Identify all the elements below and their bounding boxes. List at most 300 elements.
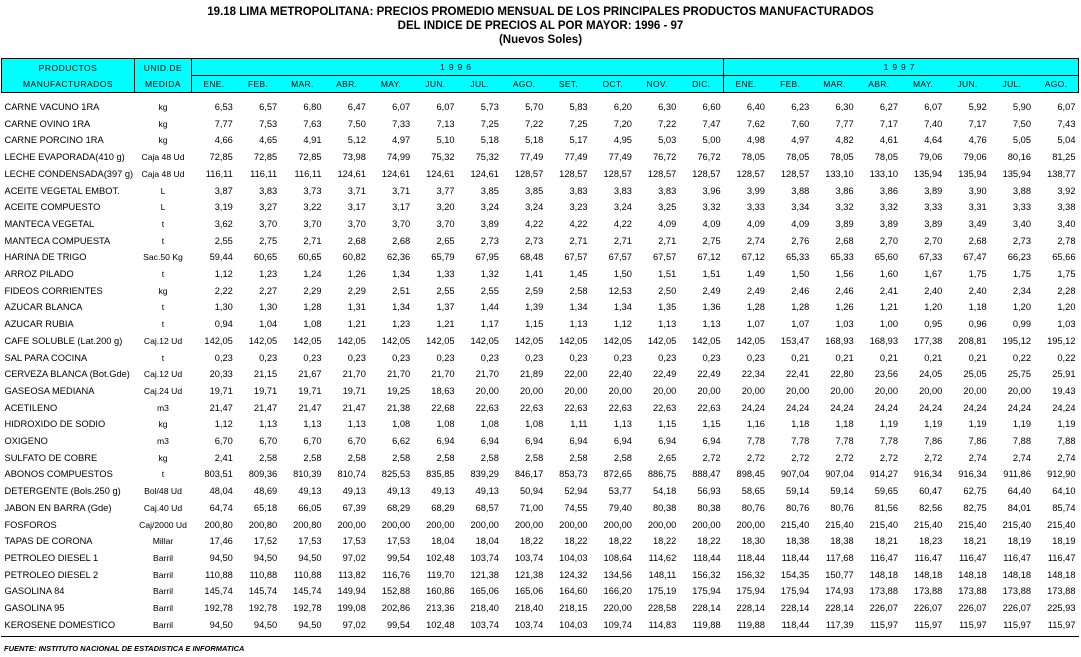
table-row bbox=[2, 366, 1079, 383]
price-cell: 5,17 bbox=[569, 135, 588, 146]
price-cell: 2,46 bbox=[835, 285, 854, 296]
price-cell: 59,65 bbox=[874, 486, 898, 497]
price-cell: 72,85 bbox=[298, 152, 322, 163]
unit-of-measure: Sac.50 Kg bbox=[143, 252, 183, 263]
price-cell: 3,89 bbox=[924, 218, 943, 229]
price-cell: 1,50 bbox=[613, 269, 632, 280]
price-cell: 85,74 bbox=[1052, 502, 1076, 513]
price-cell: 6,62 bbox=[392, 436, 411, 447]
month-header-m97-6: JUN. bbox=[945, 76, 989, 93]
price-cell: 2,22 bbox=[214, 285, 233, 296]
price-cell: 18,63 bbox=[431, 385, 455, 396]
price-cell: 49,13 bbox=[475, 486, 499, 497]
price-cell: 119,88 bbox=[692, 619, 721, 630]
price-cell: 153,47 bbox=[780, 335, 810, 346]
price-cell: 148,18 bbox=[1047, 569, 1076, 580]
price-cell: 81,25 bbox=[1052, 152, 1076, 163]
price-cell: 3,38 bbox=[1057, 202, 1076, 213]
price-cell: 79,40 bbox=[608, 502, 632, 513]
unit-of-measure: m3 bbox=[157, 402, 169, 413]
price-cell: 1,75 bbox=[1012, 269, 1032, 280]
price-cell: 2,27 bbox=[259, 285, 278, 296]
price-cell: 148,18 bbox=[1002, 569, 1032, 580]
price-cell: 3,71 bbox=[392, 185, 411, 196]
price-cell: 67,39 bbox=[342, 502, 366, 513]
price-cell: 1,12 bbox=[214, 269, 233, 280]
products-header bbox=[2, 59, 135, 93]
month-header-m96-9: SET. bbox=[546, 76, 590, 93]
price-cell: 2,29 bbox=[347, 285, 366, 296]
price-cell: 200,00 bbox=[647, 519, 677, 530]
price-cell: 213,36 bbox=[426, 603, 455, 614]
price-cell: 3,85 bbox=[525, 185, 544, 196]
price-cell: 20,00 bbox=[830, 385, 854, 396]
price-cell: 76,72 bbox=[653, 152, 677, 163]
price-cell: 60,65 bbox=[298, 252, 322, 263]
price-cell: 2,58 bbox=[569, 285, 588, 296]
price-cell: 1,12 bbox=[214, 419, 233, 430]
price-cell: 2,55 bbox=[436, 285, 455, 296]
price-cell: 56,93 bbox=[697, 486, 721, 497]
price-cell: 1,08 bbox=[480, 419, 499, 430]
product-name: OXIGENO bbox=[4, 436, 48, 447]
price-cell: 2,58 bbox=[525, 452, 544, 463]
price-cell: 4,97 bbox=[791, 135, 810, 146]
price-cell: 65,66 bbox=[1052, 252, 1076, 263]
price-cell: 133,10 bbox=[869, 168, 898, 179]
month-header-m97-8: AGO. bbox=[1034, 76, 1078, 93]
price-cell: 226,07 bbox=[958, 603, 987, 614]
price-cell: 5,18 bbox=[480, 135, 499, 146]
price-cell: 21,47 bbox=[209, 402, 233, 413]
price-cell: 18,22 bbox=[564, 536, 588, 547]
price-cell: 2,72 bbox=[879, 452, 898, 463]
price-cell: 0,23 bbox=[702, 352, 721, 363]
price-cell: 23,56 bbox=[874, 369, 898, 380]
price-cell: 4,61 bbox=[879, 135, 898, 146]
price-cell: 1,19 bbox=[1057, 419, 1076, 430]
price-cell: 3,40 bbox=[1057, 218, 1076, 229]
price-cell: 20,00 bbox=[475, 385, 499, 396]
price-cell: 3,70 bbox=[347, 218, 366, 229]
price-cell: 3,24 bbox=[525, 202, 544, 213]
price-cell: 76,72 bbox=[697, 152, 721, 163]
price-cell: 67,57 bbox=[653, 252, 677, 263]
table-row bbox=[2, 500, 1079, 517]
product-name: SAL PARA COCINA bbox=[4, 352, 88, 363]
price-cell: 228,58 bbox=[647, 603, 677, 614]
price-cell: 0,94 bbox=[214, 319, 233, 330]
price-cell: 5,18 bbox=[525, 135, 544, 146]
price-cell: 1,08 bbox=[436, 419, 455, 430]
price-cell: 200,00 bbox=[692, 519, 721, 530]
price-cell: 142,05 bbox=[248, 335, 278, 346]
price-cell: 60,47 bbox=[919, 486, 943, 497]
price-cell: 67,95 bbox=[475, 252, 499, 263]
unit-of-measure: t bbox=[161, 352, 165, 363]
price-cell: 3,32 bbox=[835, 202, 854, 213]
price-cell: 898,45 bbox=[736, 469, 765, 480]
unit-header-line1: UNID.DE bbox=[143, 62, 183, 73]
price-cell: 19,43 bbox=[1052, 385, 1076, 396]
price-cell: 64,10 bbox=[1052, 486, 1076, 497]
price-cell: 72,85 bbox=[253, 152, 278, 163]
product-name: KEROSENE DOMESTICO bbox=[4, 619, 116, 630]
price-cell: 3,32 bbox=[879, 202, 898, 213]
price-cell: 5,92 bbox=[968, 102, 987, 112]
price-cell: 6,70 bbox=[303, 436, 322, 447]
price-cell: 2,55 bbox=[480, 285, 499, 296]
product-name: PETROLEO DIESEL 1 bbox=[4, 552, 99, 563]
unit-of-measure: Caja 48 Ud bbox=[141, 152, 185, 163]
unit-of-measure: kg bbox=[158, 102, 168, 112]
price-cell: 17,46 bbox=[209, 536, 233, 547]
price-cell: 166,20 bbox=[603, 586, 632, 597]
price-cell: 102,48 bbox=[426, 552, 455, 563]
price-cell: 142,05 bbox=[736, 335, 765, 346]
price-cell: 20,00 bbox=[519, 385, 544, 396]
price-cell: 1,35 bbox=[658, 302, 677, 313]
price-cell: 0,23 bbox=[259, 352, 278, 363]
price-cell: 67,12 bbox=[741, 252, 765, 263]
table-row bbox=[2, 617, 1079, 634]
price-cell: 3,73 bbox=[303, 185, 322, 196]
price-cell: 49,13 bbox=[298, 486, 322, 497]
price-cell: 2,71 bbox=[303, 235, 322, 246]
price-cell: 94,50 bbox=[253, 619, 278, 630]
price-cell: 3,23 bbox=[569, 202, 588, 213]
price-cell: 149,94 bbox=[337, 586, 366, 597]
price-cell: 1,07 bbox=[791, 319, 810, 330]
month-header-m97-7: JUL. bbox=[990, 76, 1034, 93]
price-cell: 1,13 bbox=[347, 419, 366, 430]
price-cell: 3,70 bbox=[303, 218, 322, 229]
price-cell: 115,97 bbox=[1047, 619, 1076, 630]
price-cell: 117,68 bbox=[825, 552, 854, 563]
price-cell: 916,34 bbox=[913, 469, 943, 480]
price-cell: 17,53 bbox=[342, 536, 366, 547]
price-cell: 200,80 bbox=[293, 519, 322, 530]
price-cell: 102,48 bbox=[426, 619, 455, 630]
price-cell: 912,90 bbox=[1047, 469, 1076, 480]
price-cell: 4,22 bbox=[525, 218, 544, 229]
price-cell: 7,88 bbox=[1012, 436, 1032, 447]
price-cell: 62,75 bbox=[963, 486, 987, 497]
price-cell: 80,16 bbox=[1007, 152, 1032, 163]
price-cell: 6,70 bbox=[214, 436, 233, 447]
price-cell: 59,44 bbox=[209, 252, 233, 263]
price-cell: 154,35 bbox=[780, 569, 810, 580]
price-cell: 1,75 bbox=[1057, 269, 1076, 280]
price-cell: 7,50 bbox=[1012, 118, 1032, 129]
price-cell: 1,28 bbox=[746, 302, 765, 313]
price-cell: 200,00 bbox=[736, 519, 765, 530]
product-name: FIDEOS CORRIENTES bbox=[4, 285, 103, 296]
price-cell: 7,17 bbox=[879, 118, 898, 129]
price-cell: 888,47 bbox=[692, 469, 721, 480]
currency-note: (Nuevos Soles) bbox=[498, 34, 583, 46]
header-row-years bbox=[2, 59, 1079, 76]
price-cell: 2,68 bbox=[968, 235, 987, 246]
price-cell: 75,32 bbox=[431, 152, 455, 163]
unit-of-measure: Millar bbox=[152, 536, 174, 547]
price-cell: 192,78 bbox=[204, 603, 233, 614]
price-cell: 2,71 bbox=[658, 235, 677, 246]
price-cell: 0,21 bbox=[835, 352, 854, 363]
price-cell: 200,00 bbox=[381, 519, 411, 530]
price-cell: 2,41 bbox=[879, 285, 898, 296]
price-cell: 2,72 bbox=[702, 452, 721, 463]
price-cell: 21,47 bbox=[342, 402, 366, 413]
price-cell: 2,58 bbox=[569, 452, 588, 463]
price-cell: 20,00 bbox=[919, 385, 943, 396]
price-cell: 1,44 bbox=[480, 302, 499, 313]
price-cell: 1,45 bbox=[569, 269, 588, 280]
product-name: CERVEZA BLANCA (Bot.Gde) bbox=[4, 369, 130, 380]
price-cell: 2,73 bbox=[1012, 235, 1032, 246]
price-cell: 4,09 bbox=[746, 218, 765, 229]
price-cell: 20,00 bbox=[608, 385, 632, 396]
price-cell: 0,95 bbox=[924, 319, 943, 330]
price-cell: 7,13 bbox=[436, 118, 455, 129]
price-cell: 6,70 bbox=[347, 436, 366, 447]
price-cell: 0,23 bbox=[436, 352, 455, 363]
price-cell: 18,30 bbox=[741, 536, 765, 547]
price-cell: 104,03 bbox=[559, 552, 588, 563]
price-cell: 173,88 bbox=[1002, 586, 1032, 597]
price-cell: 17,53 bbox=[298, 536, 322, 547]
price-cell: 148,18 bbox=[958, 569, 987, 580]
price-cell: 148,18 bbox=[913, 569, 943, 580]
product-name: DETERGENTE (Bols.250 g) bbox=[4, 486, 121, 497]
price-cell: 1,19 bbox=[1012, 419, 1032, 430]
price-cell: 228,14 bbox=[780, 603, 810, 614]
price-cell: 2,40 bbox=[968, 285, 987, 296]
price-cell: 65,60 bbox=[874, 252, 898, 263]
price-cell: 6,07 bbox=[1057, 102, 1076, 112]
price-cell: 124,61 bbox=[426, 168, 455, 179]
price-cell: 1,13 bbox=[658, 319, 677, 330]
table-row bbox=[2, 583, 1079, 600]
price-cell: 2,70 bbox=[924, 235, 943, 246]
price-cell: 49,13 bbox=[431, 486, 455, 497]
product-name: PETROLEO DIESEL 2 bbox=[4, 569, 99, 580]
price-cell: 2,72 bbox=[924, 452, 943, 463]
price-cell: 7,22 bbox=[525, 118, 544, 129]
price-cell: 1,18 bbox=[791, 419, 810, 430]
price-cell: 20,00 bbox=[786, 385, 810, 396]
price-cell: 2,29 bbox=[303, 285, 322, 296]
price-cell: 2,58 bbox=[480, 452, 499, 463]
price-cell: 3,88 bbox=[791, 185, 810, 196]
table-subtitle: DEL INDICE DE PRECIOS AL POR MAYOR: 1996 - 97 bbox=[397, 20, 684, 32]
price-cell: 6,60 bbox=[702, 102, 721, 112]
price-cell: 21,47 bbox=[253, 402, 278, 413]
table-row bbox=[2, 116, 1079, 133]
price-cell: 24,24 bbox=[786, 402, 810, 413]
price-cell: 22,63 bbox=[519, 402, 544, 413]
price-cell: 2,75 bbox=[259, 235, 278, 246]
price-cell: 853,73 bbox=[559, 469, 588, 480]
price-cell: 12,53 bbox=[608, 285, 632, 296]
price-cell: 7,25 bbox=[569, 118, 588, 129]
price-cell: 6,07 bbox=[392, 102, 411, 112]
price-cell: 18,21 bbox=[963, 536, 987, 547]
table-row bbox=[2, 466, 1079, 483]
price-cell: 2,73 bbox=[480, 235, 499, 246]
price-cell: 3,87 bbox=[214, 185, 233, 196]
month-header-m97-4: ABR. bbox=[857, 76, 901, 93]
product-name: ARROZ PILADO bbox=[4, 269, 74, 280]
year-1996-header: 1996 bbox=[192, 59, 724, 76]
price-cell: 80,38 bbox=[697, 502, 721, 513]
table-row bbox=[2, 183, 1079, 200]
price-cell: 73,98 bbox=[342, 152, 366, 163]
price-cell: 200,80 bbox=[248, 519, 278, 530]
price-cell: 115,97 bbox=[870, 619, 898, 630]
table-row bbox=[2, 233, 1079, 250]
price-cell: 3,71 bbox=[347, 185, 366, 196]
price-cell: 18,22 bbox=[653, 536, 677, 547]
price-cell: 94,50 bbox=[298, 619, 322, 630]
price-cell: 24,24 bbox=[963, 402, 987, 413]
unit-of-measure: kg bbox=[158, 118, 168, 129]
price-cell: 3,86 bbox=[835, 185, 854, 196]
table-row bbox=[2, 517, 1079, 534]
price-cell: 6,40 bbox=[746, 102, 765, 112]
price-cell: 2,49 bbox=[746, 285, 765, 296]
price-cell: 2,72 bbox=[835, 452, 854, 463]
price-cell: 6,70 bbox=[259, 436, 278, 447]
price-cell: 0,21 bbox=[791, 352, 810, 363]
price-cell: 3,70 bbox=[259, 218, 278, 229]
price-cell: 48,69 bbox=[253, 486, 278, 497]
price-cell: 77,49 bbox=[608, 152, 632, 163]
price-cell: 20,00 bbox=[963, 385, 987, 396]
price-cell: 58,65 bbox=[741, 486, 765, 497]
price-cell: 1,07 bbox=[746, 319, 765, 330]
price-cell: 97,02 bbox=[342, 552, 366, 563]
price-cell: 84,01 bbox=[1007, 502, 1032, 513]
product-name: HARINA DE TRIGO bbox=[4, 252, 87, 263]
price-cell: 3,89 bbox=[480, 218, 499, 229]
price-cell: 142,05 bbox=[381, 335, 411, 346]
price-cell: 2,72 bbox=[746, 452, 765, 463]
price-cell: 0,21 bbox=[924, 352, 943, 363]
product-name: SULFATO DE COBRE bbox=[4, 452, 98, 463]
price-cell: 914,27 bbox=[869, 469, 898, 480]
price-cell: 128,57 bbox=[736, 168, 765, 179]
price-cell: 2,74 bbox=[968, 452, 987, 463]
price-cell: 99,54 bbox=[386, 619, 411, 630]
price-cell: 6,80 bbox=[303, 102, 322, 112]
product-name: TAPAS DE CORONA bbox=[4, 536, 93, 547]
table-row bbox=[2, 266, 1079, 283]
price-cell: 1,03 bbox=[835, 319, 854, 330]
price-cell: 20,00 bbox=[564, 385, 588, 396]
price-cell: 6,27 bbox=[879, 102, 898, 112]
month-header-m97-5: MAY. bbox=[901, 76, 945, 93]
price-cell: 2,58 bbox=[259, 452, 278, 463]
price-cell: 22,63 bbox=[608, 402, 632, 413]
product-name: FOSFOROS bbox=[4, 519, 57, 530]
price-cell: 19,71 bbox=[209, 385, 233, 396]
price-cell: 4,98 bbox=[746, 135, 765, 146]
price-cell: 4,09 bbox=[658, 218, 677, 229]
table-row bbox=[2, 450, 1079, 467]
price-cell: 5,12 bbox=[347, 135, 366, 146]
price-cell: 825,53 bbox=[381, 469, 411, 480]
price-cell: 94,50 bbox=[253, 552, 278, 563]
price-cell: 133,10 bbox=[825, 168, 854, 179]
price-cell: 121,38 bbox=[514, 569, 544, 580]
price-cell: 3,19 bbox=[214, 202, 233, 213]
price-cell: 7,63 bbox=[303, 118, 322, 129]
price-cell: 119,70 bbox=[426, 569, 455, 580]
product-name: AZUCAR BLANCA bbox=[4, 302, 83, 313]
table-row bbox=[2, 600, 1079, 617]
table-row bbox=[2, 416, 1079, 433]
table-row bbox=[2, 166, 1079, 183]
price-cell: 2,58 bbox=[392, 452, 411, 463]
price-cell: 17,53 bbox=[386, 536, 411, 547]
price-cell: 21,15 bbox=[253, 369, 278, 380]
price-cell: 226,07 bbox=[1002, 603, 1032, 614]
unit-of-measure: kg bbox=[158, 452, 168, 463]
unit-of-measure: Caj.12 Ud bbox=[143, 369, 183, 380]
unit-of-measure: t bbox=[161, 469, 165, 480]
product-name: ABONOS COMPUESTOS bbox=[4, 469, 113, 480]
price-cell: 907,04 bbox=[780, 469, 810, 480]
month-header-m96-5: MAY. bbox=[369, 76, 413, 93]
price-cell: 168,93 bbox=[869, 335, 898, 346]
price-cell: 226,07 bbox=[913, 603, 943, 614]
month-header-m96-2: FEB. bbox=[236, 76, 280, 93]
price-cell: 2,49 bbox=[702, 285, 721, 296]
price-cell: 67,33 bbox=[919, 252, 943, 263]
unit-of-measure: Barril bbox=[152, 603, 174, 614]
month-header-m96-7: JUL. bbox=[458, 76, 502, 93]
price-cell: 99,54 bbox=[386, 552, 411, 563]
price-cell: 5,70 bbox=[525, 102, 544, 112]
price-cell: 110,88 bbox=[293, 569, 322, 580]
price-cell: 65,33 bbox=[786, 252, 810, 263]
price-cell: 18,04 bbox=[475, 536, 499, 547]
price-cell: 226,07 bbox=[869, 603, 898, 614]
price-cell: 175,19 bbox=[647, 586, 677, 597]
price-cell: 0,23 bbox=[569, 352, 588, 363]
product-name: ACEITE COMPUESTO bbox=[4, 202, 101, 213]
table-row bbox=[2, 216, 1079, 233]
table-row bbox=[2, 132, 1079, 149]
price-cell: 53,77 bbox=[608, 486, 632, 497]
price-cell: 52,94 bbox=[564, 486, 588, 497]
price-cell: 1,20 bbox=[1012, 302, 1032, 313]
price-cell: 71,00 bbox=[519, 502, 544, 513]
price-cell: 24,24 bbox=[741, 402, 765, 413]
price-cell: 135,94 bbox=[913, 168, 943, 179]
price-cell: 128,57 bbox=[692, 168, 721, 179]
price-cell: 810,74 bbox=[337, 469, 366, 480]
price-cell: 4,82 bbox=[835, 135, 854, 146]
table-bottom-rule bbox=[1, 636, 1079, 637]
price-cell: 2,68 bbox=[392, 235, 411, 246]
table-row bbox=[2, 333, 1079, 350]
product-name: AZUCAR RUBIA bbox=[4, 319, 74, 330]
unit-of-measure: Barril bbox=[152, 619, 174, 630]
price-cell: 3,33 bbox=[746, 202, 765, 213]
price-cell: 215,40 bbox=[869, 519, 898, 530]
